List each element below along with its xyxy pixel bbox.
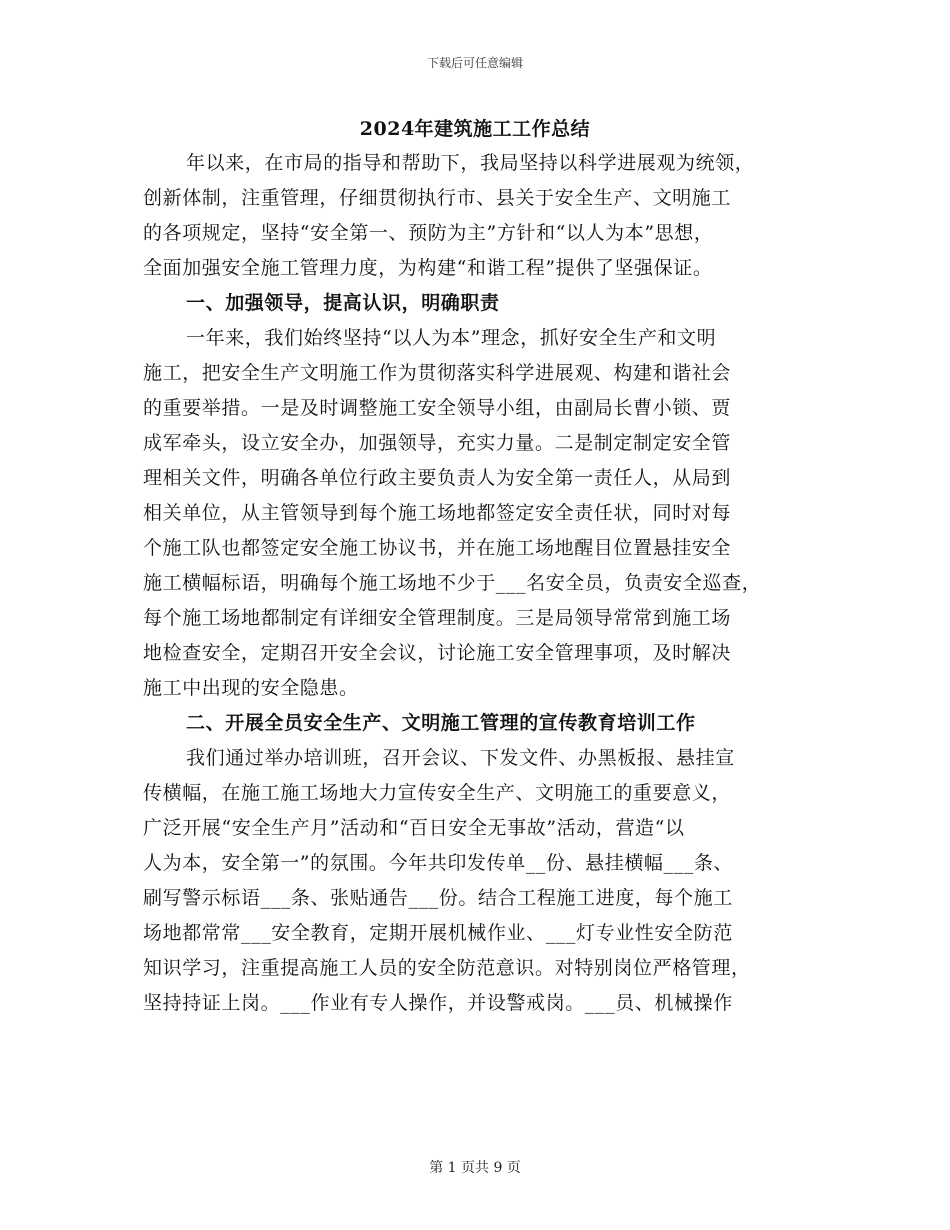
paragraph-line: 地检查安全，定期召开安全会议，讨论施工安全管理事项，及时解决 (143, 642, 732, 664)
paragraph-line: 施工中出现的安全隐患。 (143, 677, 359, 699)
paragraph-line: 传横幅，在施工施工场地大力宣传安全生产、文明施工的重要意义， (143, 782, 732, 804)
paragraph-line: 相关单位，从主管领导到每个施工场地都签定安全责任状，同时对每 (143, 502, 732, 524)
paragraph-line: 我们通过举办培训班，召开会议、下发文件、办黑板报、悬挂宣 (186, 747, 735, 769)
paragraph-line: 施工，把安全生产文明施工作为贯彻落实科学进展观、构建和谐社会 (143, 362, 732, 384)
paragraph-line: 每个施工场地都制定有详细安全管理制度。三是局领导常常到施工场 (143, 607, 732, 629)
paragraph-line: 全面加强安全施工管理力度，为构建“和谐工程”提供了坚强保证。 (143, 257, 713, 279)
paragraph-line: 广泛开展“安全生产月”活动和“百日安全无事故”活动，营造“以 (143, 817, 685, 839)
section-heading: 一、加强领导，提高认识，明确职责 (186, 292, 500, 314)
page-number: 第 1 页共 9 页 (429, 1160, 521, 1176)
paragraph-line: 知识学习，注重提高施工人员的安全防范意识。对特别岗位严格管理， (143, 957, 751, 979)
paragraph-line: 成军牵头，设立安全办，加强领导，充实力量。二是制定制定安全管 (143, 432, 732, 454)
paragraph-line: 年以来，在市局的指导和帮助下，我局坚持以科学进展观为统领， (186, 152, 755, 174)
document-title: 2024年建筑施工工作总结 (359, 118, 591, 140)
paragraph-line: 坚持持证上岗。___作业有专人操作，并设警戒岗。___员、机械操作 (143, 992, 733, 1014)
paragraph-line: 施工横幅标语，明确每个施工场地不少于___名安全员，负责安全巡查， (143, 572, 762, 594)
header-note: 下载后可任意编辑 (426, 56, 523, 70)
paragraph-line: 刷写警示标语___条、张贴通告___份。结合工程施工进度，每个施工 (143, 887, 733, 909)
paragraph-line: 理相关文件，明确各单位行政主要负责人为安全第一责任人，从局到 (143, 467, 732, 489)
paragraph-line: 创新体制，注重管理，仔细贯彻执行市、县关于安全生产、文明施工 (143, 187, 732, 209)
paragraph-line: 场地都常常___安全教育，定期开展机械作业、___灯专业性安全防范 (143, 922, 733, 944)
section-heading: 二、开展全员安全生产、文明施工管理的宣传教育培训工作 (186, 712, 696, 734)
paragraph-line: 个施工队也都签定安全施工协议书，并在施工场地醒目位置悬挂安全 (143, 537, 732, 559)
paragraph-line: 的各项规定，坚持“安全第一、预防为主”方针和“以人为本”思想， (143, 222, 714, 244)
paragraph-line: 人为本，安全第一”的氛围。今年共印发传单__份、悬挂横幅___条、 (143, 852, 734, 874)
paragraph-line: 的重要举措。一是及时调整施工安全领导小组，由副局长曹小锁、贾 (143, 397, 732, 419)
paragraph-line: 一年来，我们始终坚持“以人为本”理念，抓好安全生产和文明 (186, 327, 717, 349)
